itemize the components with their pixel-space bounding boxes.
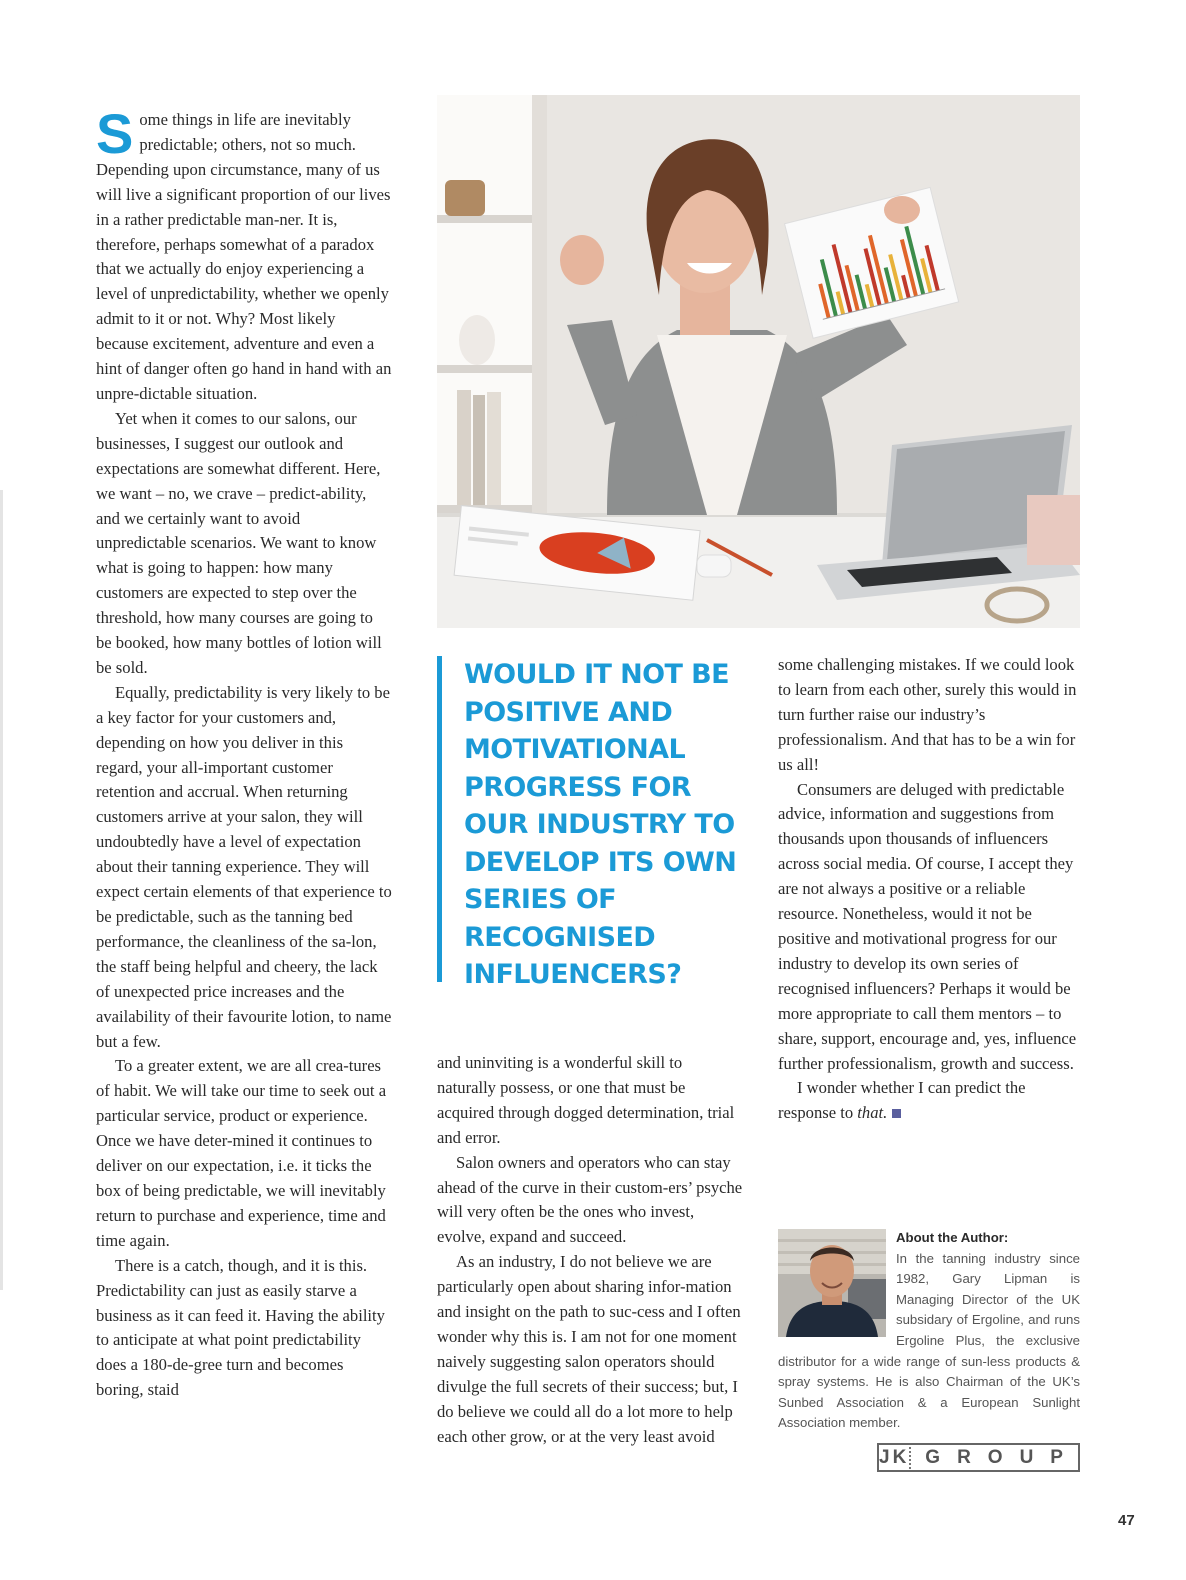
logo-group: GROUP <box>925 1446 1080 1468</box>
article-paragraph: Consumers are deluged with predictable advice, information and suggestions from thousands upon thousands of influencers across social media. Of course, I accept they are not always a positive or a reliable resource. Nonetheless, would it not be positive and motivational progress for our industry to develop its own series of recognised influencers? Perhaps it would be more appropriate to call them mentors – to share, support, encourage and, yes, influence further professionalism, growth and success. <box>778 779 1077 1073</box>
article-paragraph: Some things in life are inevitably predictable; others, not so much. Depending upon circumstance, many of us will live a significant proportion of our lives in a rather predictable man-ner. It is, therefore, perhaps somewhat of a paradox that we actually do enjoy experiencing a level of unpredictability, whether we openly admit to it or not. Why? Most likely because excitement, adventure and even a hint of danger often go hand in hand with an unpre-dictable situation. <box>96 102 392 403</box>
about-author <box>778 1228 1080 1434</box>
page-number: 47 <box>1118 1512 1135 1529</box>
article-paragraph: To a greater extent, we are all crea-tures of habit. We will take our time to seek out a particular service, product or experience. Once we have deter-mined it continues to deliver on our expectation, i.e. it ticks the box of being predictable, we will inevitably return to purchase and experience, time and time again. <box>96 1056 387 1250</box>
article-paragraph: some challenging mistakes. If we could look to learn from each other, surely this would in turn further raise our industry’s professionalism. And that has to be a win for us all! <box>778 655 1077 774</box>
pull-quote <box>437 656 737 990</box>
article-column-middle <box>437 1051 745 1450</box>
page-edge-shadow <box>0 490 3 1290</box>
jk-group-logo <box>877 1443 1080 1472</box>
article-paragraph: Equally, predictability is very likely to be a key factor for your customers and, depending on how you deliver in this regard, your all-important customer retention and accrual. When returning customers arrive at your salon, they will undoubtedly have a level of expectation about their tanning experience. They will expect certain elements of that experience to be predictable, such as the tanning bed performance, the cleanliness of the sa-lon, the staff being helpful and cheery, the lack of unexpected price increases and the availability of their favourite lotion, to name but a few. <box>96 682 392 1051</box>
article-column-left <box>96 102 392 1403</box>
pull-quote-text: WOULD IT NOT BE POSITIVE AND MOTIVATIONAL PROGRESS FOR OUR INDUSTRY TO DEVELOP ITS OWN SERIES OF RECOGNISED INFLUENCERS? <box>464 659 737 990</box>
end-of-article-mark <box>892 1109 901 1118</box>
article-paragraph: Salon owners and operators who can stay ahead of the curve in their custom-ers’ psyche will very often be the ones who invest, evolve, expand and succeed. <box>437 1152 743 1247</box>
dropcap: S <box>96 102 134 165</box>
article-paragraph: and uninviting is a wonderful skill to naturally possess, or one that must be acquired through dogged determination, trial and error. <box>437 1053 735 1147</box>
author-heading: About the Author: <box>896 1230 1009 1245</box>
article-paragraph: There is a catch, though, and it is this. Predictability can just as easily starve a business as it can feed it. Having the ability to anticipate at what point predictability does a 180-de-gree turn and becomes boring, staid <box>96 1255 385 1400</box>
article-paragraph: Yet when it comes to our salons, our businesses, I suggest our outlook and expectations are somewhat different. Here, we want – no, we crave – predict-ability, and we certainly want to avoid unpredictable scenarios. We want to know what is going to happen: how many customers are expected to step over the threshold, how many courses are going to be booked, how many bottles of lotion will be sold. <box>96 408 382 677</box>
article-closing-paragraph: I wonder whether I can predict the response to that. <box>778 1078 1026 1123</box>
logo-jk: JK <box>879 1446 910 1468</box>
hero-photo <box>437 95 1080 628</box>
author-bio: In the tanning industry since 1982, Gary Lipman is Managing Director of the UK subsidary of Ergoline, and runs Ergoline Plus, the exclusive distributor for a wide range of sun-less products & spray systems. He is also Chairman of the UK’s Sunbed Association & a European Sunlight Association member. <box>778 1250 1080 1431</box>
article-column-right <box>778 653 1082 1126</box>
article-paragraph: As an industry, I do not believe we are particularly open about sharing infor-mation and insight on the path to suc-cess and I often wonder why this is. I am not for one moment naively suggesting salon operators should divulge the full secrets of their success; but, I do believe we could all do a lot more to help each other grow, or at the very least avoid <box>437 1252 741 1446</box>
